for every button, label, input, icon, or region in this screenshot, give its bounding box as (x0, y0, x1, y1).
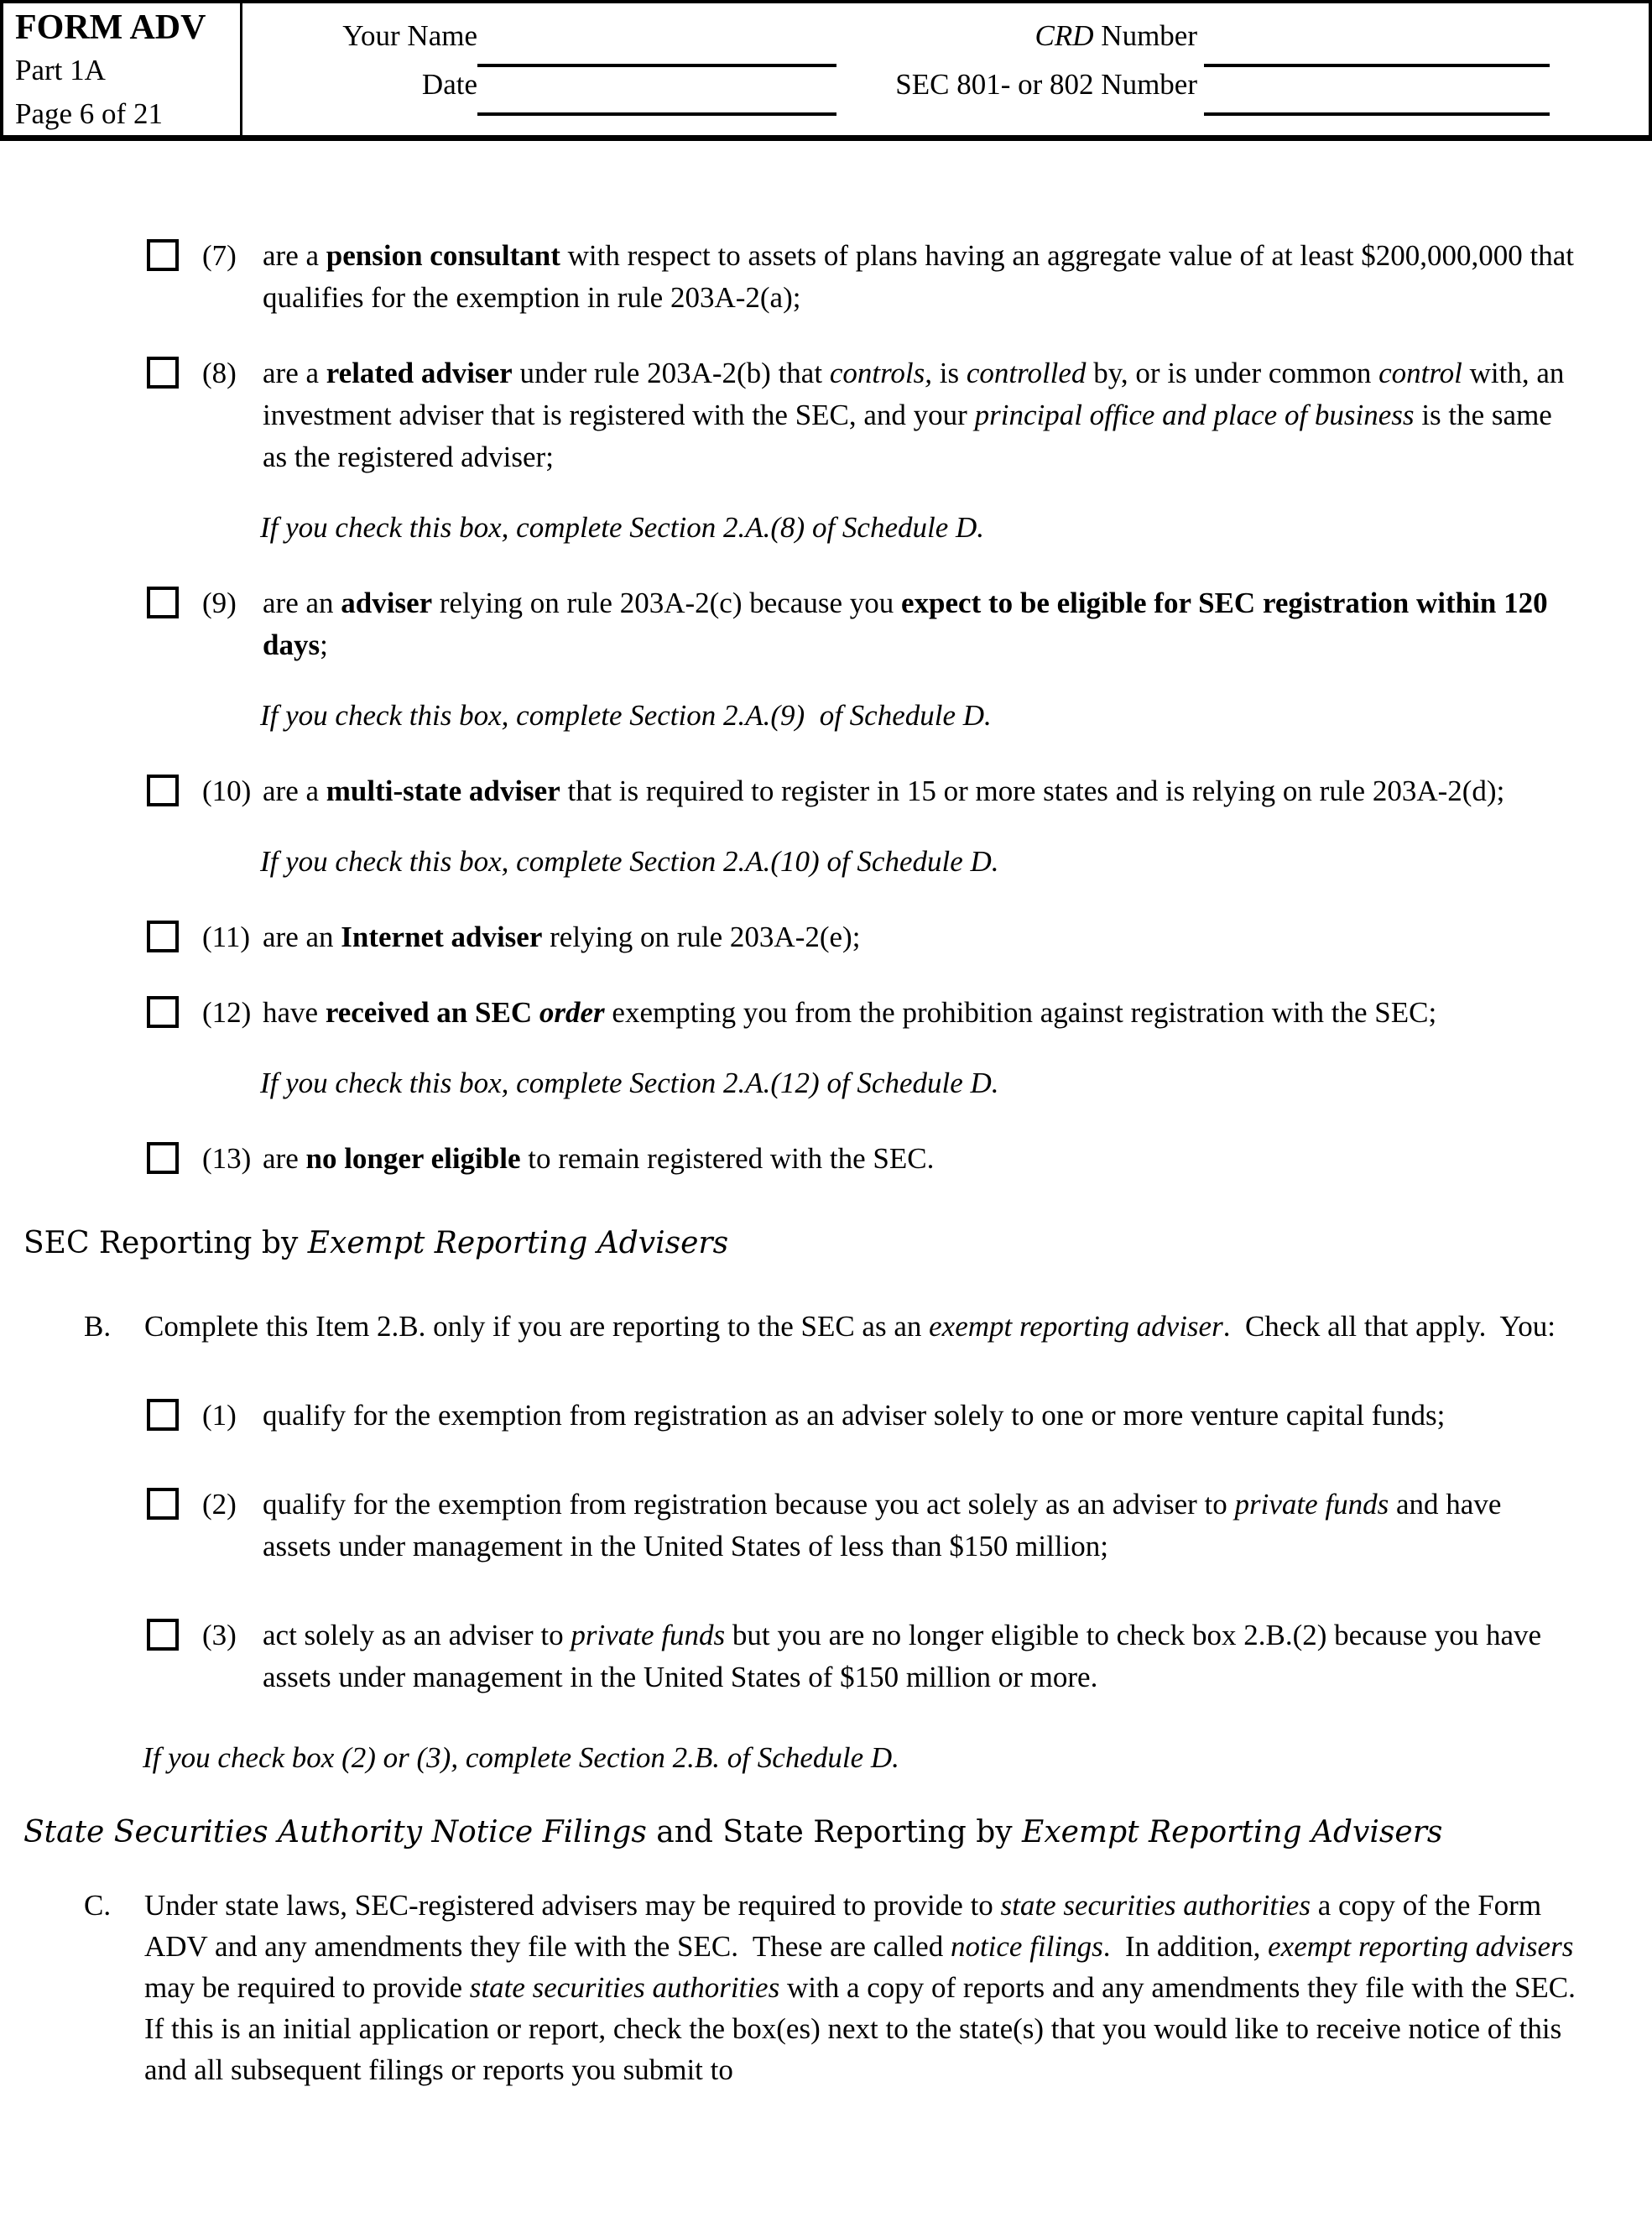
checkbox-2a-12[interactable] (147, 996, 179, 1028)
item-2b-1-text: qualify for the exemption from registration as an adviser solely to one or more venture capital funds; (263, 1399, 1446, 1432)
item-2b-3-text: act solely as an adviser to private funds but you are no longer eligible to check box 2.B.(2) because you have assets under management in the United States of $150 million or more. (263, 1619, 1549, 1693)
item-2a-12-number: (12) (202, 996, 252, 1029)
crd-number-field[interactable] (1204, 42, 1550, 67)
schedule-d-note-2a8: If you check this box, complete Section 2.A.(8) of Schedule D. (260, 511, 985, 544)
checkbox-2a-7[interactable] (147, 239, 179, 271)
schedule-d-note-2a12: If you check this box, complete Section 2.A.(12) of Schedule D. (260, 1067, 999, 1099)
item-2c-label: C. (84, 1889, 112, 1922)
form-title: FORM ADV (15, 8, 206, 47)
item-2a-8-text: are a related adviser under rule 203A-2(b) that controls, is controlled by, or is under common control with, an investment adviser that is registered with the SEC, and your principal office and place of business is the same as the registered adviser; (263, 357, 1572, 473)
item-2a-7-number: (7) (202, 239, 237, 272)
section-heading-state-notice-filings: State Securities Authority Notice Filings and State Reporting by Exempt Reporting Advisers (23, 1815, 1443, 1849)
item-2b-3 (147, 1615, 1576, 1698)
item-2a-9 (147, 582, 1576, 666)
item-2a-12 (147, 992, 1576, 1034)
checkbox-2b-1[interactable] (147, 1399, 179, 1431)
item-2a-10-number: (10) (202, 775, 252, 807)
date-label: Date (421, 68, 477, 101)
item-2b-3-number: (3) (202, 1619, 237, 1651)
item-2a-10-text: are a multi-state adviser that is required to register in 15 or more states and is relying on rule 203A-2(d); (263, 775, 1505, 807)
item-2c-text: Under state laws, SEC-registered advisers may be required to provide to state securities authorities a copy of the Form ADV and any amendments they file with the SEC. These are called notice filings. In addition, exempt reporting advisers may be required to provide state securities authorities with a copy of reports and any amendments they file with the SEC. If this is an initial application or report, check the box(es) next to the state(s) that you would like to receive notice of this and all subsequent filings or reports you submit to (144, 1889, 1591, 2086)
section-heading-sec-reporting: SEC Reporting by Exempt Reporting Advisers (23, 1226, 729, 1260)
checkbox-2a-13[interactable] (147, 1142, 179, 1174)
item-2b-intro (84, 1306, 1603, 1348)
item-2a-7-text: are a pension consultant with respect to assets of plans having an aggregate value of at least $200,000,000 that qualifies for the exemption in rule 203A-2(a); (263, 239, 1582, 314)
checkbox-2b-2[interactable] (147, 1488, 179, 1520)
header-row-1 (242, 18, 1649, 67)
item-2a-10 (147, 770, 1576, 812)
item-2a-8 (147, 352, 1576, 478)
item-2a-11-number: (11) (202, 921, 251, 953)
schedule-d-note-2a10: If you check this box, complete Section 2.A.(10) of Schedule D. (260, 845, 999, 878)
checkbox-2a-10[interactable] (147, 775, 179, 806)
form-part: Part 1A (15, 54, 106, 86)
date-field[interactable] (477, 91, 836, 116)
item-2a-11 (147, 916, 1576, 958)
sec-number-field[interactable] (1204, 91, 1550, 116)
checkbox-2a-9[interactable] (147, 587, 179, 618)
item-2a-13 (147, 1138, 1576, 1180)
checkbox-2a-8[interactable] (147, 357, 179, 389)
checkbox-2b-3[interactable] (147, 1619, 179, 1651)
item-2c (84, 1885, 1603, 2090)
page-content (0, 141, 1652, 2090)
form-page-number: Page 6 of 21 (15, 97, 163, 130)
item-2a-8-number: (8) (202, 357, 237, 389)
sec-number-label: SEC 801- or 802 Number (895, 68, 1197, 101)
your-name-field[interactable] (477, 42, 836, 67)
item-2a-9-number: (9) (202, 587, 237, 619)
schedule-d-note-2b: If you check box (2) or (3), complete Section 2.B. of Schedule D. (143, 1741, 899, 1774)
form-identifier-box (3, 3, 242, 135)
item-2b-2-text: qualify for the exemption from registration because you act solely as an adviser to private funds and have assets under management in the United States of less than $150 million; (263, 1488, 1509, 1562)
checkbox-2a-11[interactable] (147, 921, 179, 952)
item-2a-13-text: are no longer eligible to remain registered with the SEC. (263, 1142, 935, 1175)
item-2b-label: B. (84, 1310, 112, 1343)
item-2a-11-text: are an Internet adviser relying on rule 203A-2(e); (263, 921, 861, 953)
item-2b-1 (147, 1395, 1576, 1437)
item-2b-intro-text: Complete this Item 2.B. only if you are reporting to the SEC as an exempt reporting adviser. Check all that apply. You: (144, 1310, 1556, 1343)
crd-number-label: CRD Number (1034, 19, 1197, 52)
item-2b-1-number: (1) (202, 1399, 237, 1432)
item-2a-7 (147, 235, 1582, 319)
item-2b-2-number: (2) (202, 1488, 237, 1521)
item-2a-9-text: are an adviser relying on rule 203A-2(c) because you expect to be eligible for SEC registration within 120 days; (263, 587, 1556, 661)
form-header (0, 0, 1652, 141)
item-2a-12-text: have received an SEC order exempting you from the prohibition against registration with the SEC; (263, 996, 1437, 1029)
form-header-fields (242, 3, 1649, 135)
your-name-label: Your Name (342, 19, 477, 52)
item-2b-2 (147, 1484, 1576, 1568)
schedule-d-note-2a9: If you check this box, complete Section 2.A.(9) of Schedule D. (260, 699, 992, 732)
header-row-2 (242, 67, 1649, 116)
item-2a-13-number: (13) (202, 1142, 252, 1175)
